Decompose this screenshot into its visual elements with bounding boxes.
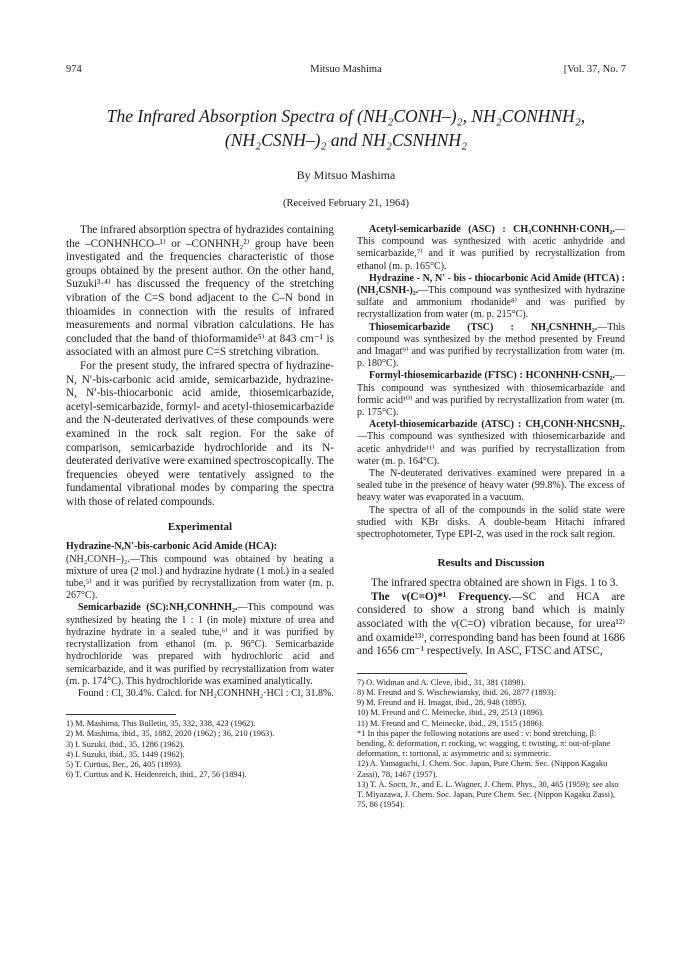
asc-heading: Acetyl-semicarbazide (ASC) : CH₃CONHNH·CONH₂.	[369, 224, 615, 235]
sc-heading: Semicarbazide (SC):NH₂CONHNH₂.	[78, 602, 238, 614]
results-heading: Results and Discussion	[437, 557, 545, 570]
co-frequency-heading: The ν(C=O)*¹ Frequency.	[371, 590, 512, 603]
intro-paragraph-2: For the present study, the infrared spectra of hydrazine-N, N′-bis-carbonic acid amide, semicarbazide, hydrazine-N, N′-bis-thiocarbonic acid amide, thiosemicarbazide, acetyl-semicarbazide, formyl- and acetyl-thiosemicarbazide and the N-deuterated derivatives of these compounds were examined in the rock salt region. For the sake of comparison, semicarbazide hydrochloride and its N-deuterated derivative were examined spectroscopically. The frequencies obeyed were tentatively assigned to the fundamental vibrational modes by comparing the spectra with those of related compounds.	[66, 359, 334, 508]
analysis-result: Found : Cl, 30.4%. Calcd. for NH₂CONHNH₂·HCl : Cl, 31.8%.	[78, 687, 334, 699]
atsc-paragraph	[357, 419, 625, 468]
results-paragraph-2	[357, 591, 625, 659]
intro-paragraph-1: The infrared absorption spectra of hydrazides containing the –CONHNHCO–¹⁾ or –CONHNH₂²⁾ group have been investigated and the frequencies characteristic of those groups obtained by the present author. On the other hand, Suzuki³·⁴⁾ has discussed the frequency of the stretching vibration of the C=S bond adjacent to the C–N bond in thioamides in connection with the results of infrared measurements and normal vibration calculations. He has concluded that the band of thioformamide⁵⁾ at 843 cm⁻¹ is associated with an almost pure C=S stretching vibration.	[66, 224, 334, 359]
article-title	[66, 104, 626, 152]
atsc-text: —This compound was synthesized with thiosemicarbazide and acetic anhydride¹¹⁾ and was purified by recrystallization from water (m. p. 164°C).	[357, 431, 625, 467]
volume-issue: [Vol. 37, No. 7	[563, 64, 626, 75]
footnote-rule	[357, 673, 467, 674]
footnote: 1) M. Mashima, This Bulletin, 35, 332, 338, 423 (1962).	[66, 719, 256, 729]
received-date: (Received February 21, 1964)	[283, 198, 409, 209]
title-line-1: The Infrared Absorption Spectra of (NH₂CONH–)₂, NH₂CONHNH₂,	[106, 106, 586, 126]
left-column	[66, 224, 334, 780]
results-paragraph-1: The infrared spectra obtained are shown in Figs. 1 to 3.	[371, 577, 619, 590]
spectra-method-paragraph: The spectra of all of the compounds in the solid state were studied with KBr disks. A double-beam Hitachi infrared spectrophotometer, Type EPI-2, was used in the rock salt region.	[357, 504, 625, 541]
page-number: 974	[66, 64, 82, 75]
co-frequency-text: —SC and HCA are considered to show a strong band which is mainly associated with the ν(C=O) vibration because, for urea¹²⁾ and oxamide¹³⁾, corresponding band has been found at 1686 and 1656 cm⁻¹ respectively. In ASC, FTSC and ATSC,	[357, 590, 626, 658]
right-footnotes	[357, 678, 625, 811]
title-line-2: (NH₂CSNH–)₂ and NH₂CSNHNH₂	[224, 130, 468, 150]
byline: By Mitsuo Mashima	[296, 168, 396, 182]
running-author: Mitsuo Mashima	[310, 64, 382, 75]
footnote: 2) M. Mashima, ibid., 35, 1882, 2020 (1962) ; 36, 210 (1963).	[66, 729, 275, 739]
deuterated-paragraph: The N-deuterated derivatives examined were prepared in a sealed tube in the presence of heavy water (99.8%). The excess of heavy water was evaporated in a vacuum.	[357, 468, 625, 504]
htca-paragraph	[357, 273, 625, 322]
hca-paragraph	[66, 541, 334, 602]
ftsc-heading: Formyl-thiosemicarbazide (FTSC) : HCONHNH·CSNH₂.	[369, 370, 615, 382]
footnote: 10) M. Freund and C. Meinecke, ibid., 29, 2513 (1896).	[357, 708, 545, 718]
sc-paragraph	[66, 602, 334, 687]
footnote: 8) M. Freund and S. Wischewiansky, ibid. 26, 2877 (1893).	[357, 688, 556, 698]
footnote: 13) T. A. Soctt, Jr., and E. L. Wagner, J. Chem. Phys., 30, 465 (1959); see also T. Miyazawa, J. Chem. Soc. Japan, Pure Chem. Sec. (Nippon Kagaku Zassi), 75, 86 (1954).	[357, 779, 619, 810]
footnote: 6) T. Curtius and K. Heidenreich, ibid., 27, 56 (1894).	[66, 770, 247, 780]
footnote-rule	[66, 714, 176, 715]
htca-text: —This compound was synthesized with hydrazine sulfate and ammonium rhodanide⁸⁾ and was purified by recrystallization from water (m. p. 215°C).	[357, 285, 625, 321]
left-footnotes	[66, 719, 334, 780]
asc-paragraph	[357, 224, 625, 273]
footnote: 5) T. Curtius, Ber., 26, 405 (1893).	[66, 759, 183, 769]
tsc-text: —This compound was synthesized by the method presented by Freund and Imagat⁹⁾ and was purified by recrystallization from water (m. p. 180°C).	[357, 321, 625, 370]
footnote: 3) I. Suzuki, ibid., 35, 1286 (1962).	[66, 739, 185, 749]
footnote: 7) O. Widman and A. Cleve, ibid., 31, 381 (1898).	[357, 677, 526, 687]
experimental-heading: Experimental	[167, 521, 233, 534]
hca-text: (NH₂CONH–)₂.—This compound was obtained by heating a mixture of urea (2 mol.) and hydrazine hydrate (1 mol.) in a sealed tube,⁵⁾ and it was purified by recrystallization from water (m. p. 267°C).	[66, 553, 334, 602]
footnote-notation: *1 In this paper the following notations are used : ν: bond stretching, β: bending, δ: deformation, r: rocking, w: wagging, t: twisting, π: out-of-plane deformation, τ: tortional, a: asymmetric and s: symmetric.	[357, 728, 611, 759]
running-header	[66, 64, 626, 78]
footnote: 4) I. Suzuki, ibid., 35, 1449 (1962).	[66, 749, 185, 759]
hca-heading: Hydrazine-N,N′-bis-carbonic Acid Amide (HCA):	[66, 541, 278, 553]
ftsc-text: —This compound was synthesized with thiosemicarbazide and formic acid¹⁰⁾ and was purified by recrystallization from water (m. p. 175°C).	[357, 370, 625, 419]
atsc-heading: Acetyl-thiosemicarbazide (ATSC) : CH₃CONH·NHCSNH₂.	[369, 419, 625, 431]
asc-text: —This compound was synthesized with acetic anhydride and semicarbazide,⁷⁾ and it was purified by recrystallization from ethanol (m. p. 165°C).	[357, 224, 625, 272]
tsc-heading: Thiosemicarbazide (TSC) : NH₂CSNHNH₂.	[369, 321, 598, 333]
htca-heading: Hydrazine - N, N′ - bis - thiocarbonic Acid Amide (HTCA) : (NH₂CSNH-)₂.	[357, 272, 625, 297]
footnote: 11) M. Freund and C. Meinecke, ibid., 29, 1515 (1896).	[357, 718, 544, 728]
footnote: 12) A. Yamaguchi, J. Chem. Soc. Japan, Pure Chem. Sec. (Nippon Kagaku Zassi), 78, 1467 (1957).	[357, 759, 608, 779]
ftsc-paragraph	[357, 370, 625, 419]
footnote: 9) M. Freund and H. Imagat, ibid., 28, 948 (1895).	[357, 698, 527, 708]
tsc-paragraph	[357, 322, 625, 371]
sc-text: —This compound was synthesized by heating the 1 : 1 (in mole) mixture of urea and hydrazine hydrate in a sealed tube,⁶⁾ and it was purified by recrystallization from ethanol (m. p. 96°C). Semicarbazide hydrochloride was prepared with hydrochloric acid and semicarbazide, and it was purified by recrystallization from water (m. p. 174°C). This hydrochloride was examined analytically.	[66, 602, 334, 687]
right-column	[357, 224, 625, 810]
